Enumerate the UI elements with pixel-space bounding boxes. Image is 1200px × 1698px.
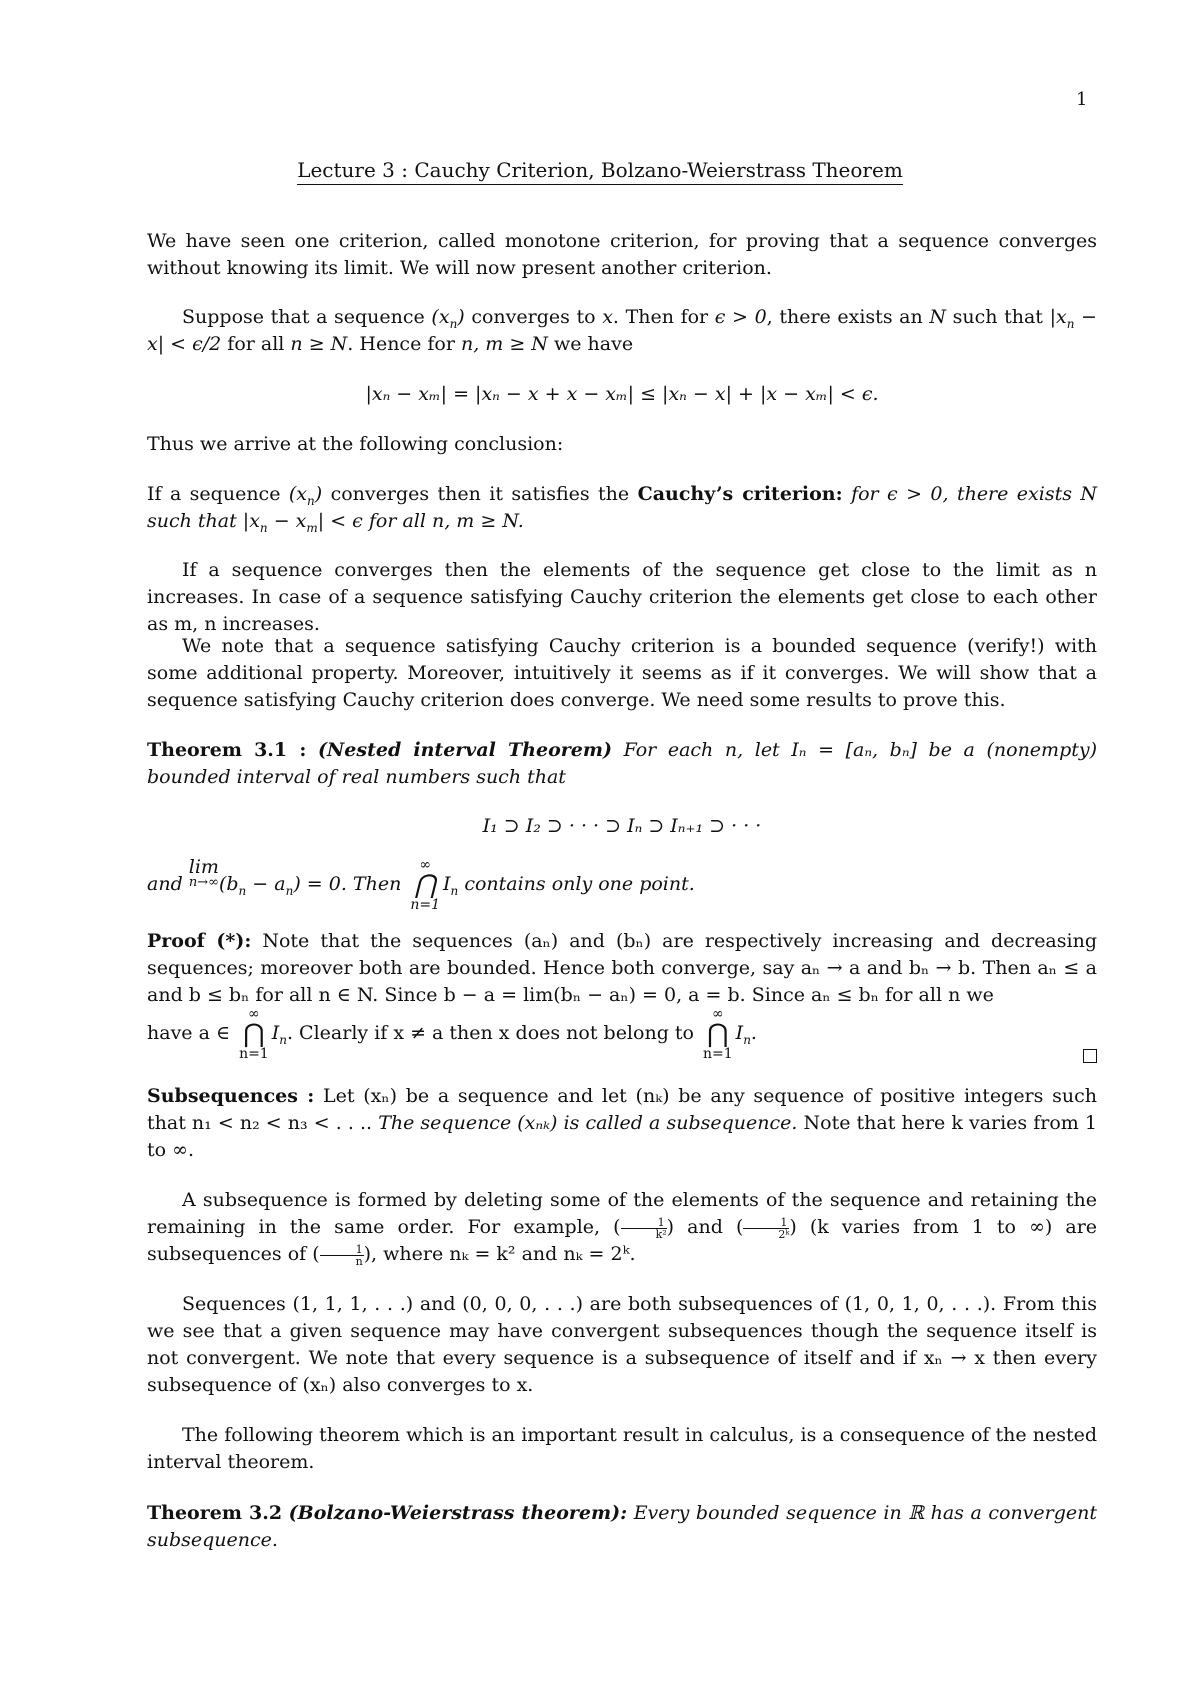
proof-paragraph: Proof (*): Note that the sequences (aₙ) and (bₙ) are respectively increasing and decreasing sequences; moreover both are bounded. Hence both converge, say aₙ → a and bₙ → b. Then aₙ ≤ a and b ≤ bₙ for all n ∈ N. Since b − a = lim(bₙ − aₙ) = 0, a = b. Since aₙ ≤ bₙ for all n we xyxy=(147,930,1097,1006)
intro-paragraph: We have seen one criterion, called monotone criterion, for proving that a sequence converges without knowing its limit. We will now present another criterion. xyxy=(147,230,1097,279)
qed-square-icon xyxy=(1083,1049,1097,1063)
lecture-title xyxy=(0,157,1200,184)
theorem-3-2: Theorem 3.2 (Bolzano-Weierstrass theorem): Every bounded sequence in ℝ has a convergent subsequence. xyxy=(147,1502,1098,1551)
nested-intervals-equation: I₁ ⊃ I₂ ⊃ · · · ⊃ Iₙ ⊃ Iₙ₊₁ ⊃ · · · xyxy=(482,815,762,837)
page-number: 1 xyxy=(1076,89,1088,110)
suppose-paragraph: Suppose that a sequence $(x_n)$ converges to x. Then for ϵ > 0, there exists an N such that $|x_n - x| < \epsilon/2$ for all n ≥ N. Hence for n, m ≥ N we have xyxy=(147,306,1097,355)
convergence-remark: If a sequence converges then the elements of the sequence get close to the limit as n increases. In case of a sequence satisfying Cauchy criterion the elements get close to each other as m, n increases. xyxy=(147,559,1097,635)
cauchy-criterion-statement: If a sequence $(x_n)$ converges then it satisfies the Cauchy’s criterion: for ϵ > 0, there exists N such that $|x_n - x_m| < \epsilon$ for all n, m ≥ N. xyxy=(147,483,1097,535)
bw-intro: The following theorem which is an important result in calculus, is a consequence of the nested interval theorem. xyxy=(147,1424,1097,1473)
bounded-remark: We note that a sequence satisfying Cauchy criterion is a bounded sequence (verify!) with some additional property. Moreover, intuitively it seems as if it converges. We will show that a sequence satisfying Cauchy criterion does converge. We need some results to prove this. xyxy=(147,635,1097,711)
subsequence-remark: Sequences (1, 1, 1, . . .) and (0, 0, 0, . . .) are both subsequences of (1, 0, 1, 0, . . .). From this we see that a given sequence may have convergent subsequences though the sequence itself is not convergent. We note that every sequence is a subsequence of itself and if xₙ → x then every subsequence of (xₙ) also converges to x. xyxy=(147,1293,1097,1396)
proof-last-line: have a ∈ ∞ ⋂ $n=1I_n$. Clearly if x ≠ a then x does not belong to ∞ ⋂ $n=1I_n$. xyxy=(147,1007,1097,1065)
triangle-inequality-equation: |xₙ − xₘ| = |xₙ − x + x − xₘ| ≤ |xₙ − x| + |x − xₘ| < ϵ. xyxy=(365,383,879,405)
title-text: Lecture 3 : Cauchy Criterion, Bolzano-Weierstrass Theorem xyxy=(297,158,903,185)
subsequence-example: A subsequence is formed by deleting some of the elements of the sequence and retaining the remaining in the same order. For example, ( $\frac{1}{\text{k²}}$ ) and ( $\frac{1}{\text{2ᵏ}}$ ) (k varies from 1 to ∞) are subsequences of ( $\frac{1}{n}$ ), where nₖ = k² and nₖ = 2ᵏ. xyxy=(147,1189,1098,1268)
conclusion-intro: Thus we arrive at the following conclusion: xyxy=(147,433,564,455)
theorem-3-1-conclusion: and lim n→∞ $(b_n - a_n) = 0$. Then ∞ ⋂ $n=1I_n$ contains only one point. xyxy=(147,856,695,913)
theorem-3-1: Theorem 3.1 : (Nested interval Theorem) For each n, let Iₙ = [aₙ, bₙ] be a (nonempty) bounded interval of real numbers such that xyxy=(147,739,1098,788)
subsequences-definition: Subsequences : Let (xₙ) be a sequence and let (nₖ) be any sequence of positive integers such that n₁ < n₂ < n₃ < . . .. The sequence (xₙₖ) is called a subsequence. Note that here k varies from 1 to ∞. xyxy=(147,1085,1097,1161)
